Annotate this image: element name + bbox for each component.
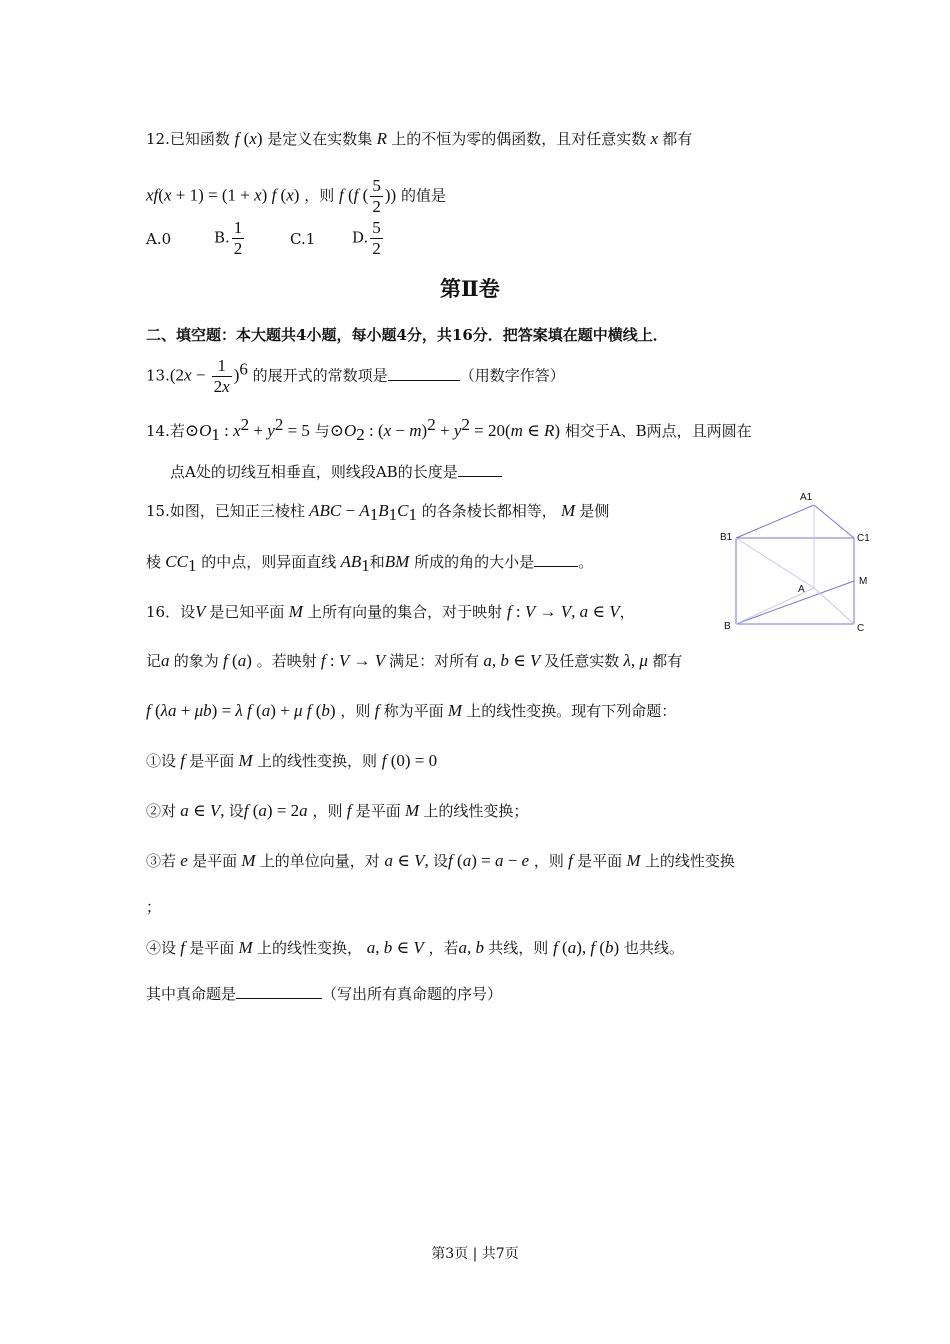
q15-answer-blank[interactable]	[534, 566, 578, 567]
q14-line1: 14.若$⊙O_1$ : $x^2 + y^2 = 5$ 与$⊙O_2$ : $(x - m)^2 + y^2 = 20(m$ ∈ R) 相交于A、B两点，且两圆在	[146, 415, 752, 444]
q13-answer-blank[interactable]	[388, 380, 460, 381]
label-b1: B1	[720, 532, 733, 543]
q16-answer-blank[interactable]	[236, 998, 322, 999]
q16-prop-3-cont: ；	[146, 898, 162, 916]
q13-line: 13.(2x − $\frac{1}{2x}$ )$^6$ 的展开式的常数项是 （用数字作答）	[146, 356, 565, 396]
q16-prop-4: ④设 f 是平面 M 上的线性变换， a, b ∈ V ，若a, b 共线，则 f (a), f (b) 也共线。	[146, 938, 685, 957]
q12-line1: 12.已知函数 f (x) 是定义在实数集 R 上的不恒为零的偶函数，且对任意实数 x 都有	[146, 129, 693, 148]
segment-ab1	[736, 538, 814, 588]
section-header: 二、填空题：本大题共4小题，每小题4分，共16分．把答案填在题中横线上．	[146, 326, 668, 344]
q16-answer-line: 其中真命题是 （写出所有真命题的序号）	[146, 985, 503, 1003]
edge-a1c1	[814, 505, 854, 538]
q12-line2: xf(x + 1) = (1 + x) f (x) ，则 f (f ( $\frac{5}{2}$ )) 的值是	[146, 176, 446, 216]
label-a: A	[798, 584, 805, 595]
q14-answer-blank[interactable]	[458, 476, 502, 477]
q12-option-a: A.0	[146, 230, 172, 248]
prism-figure	[718, 488, 878, 638]
q12-option-b: B. $\frac{1}{2}$	[214, 218, 243, 258]
q15-line1: 15.如图，已知正三棱柱 ABC − $A_1B_1C_1$ 的各条棱长都相等， M 是侧	[146, 501, 610, 524]
q12-option-d: D. $\frac{5}{2}$	[352, 218, 381, 258]
q16-prop-3: ③若 e 是平面 M 上的单位向量，对 a ∈ V, 设f (a) = a − e ，则 f 是平面 M 上的线性变换	[146, 851, 735, 870]
label-c1: C1	[857, 533, 870, 544]
q16-prop-1: ①设 f 是平面 M 上的线性变换，则 f (0) = 0	[146, 751, 438, 770]
segment-bm	[736, 581, 854, 624]
q14-line2: 点A处的切线互相垂直，则线段AB的长度是	[170, 461, 502, 483]
page-footer: 第3页 | 共7页	[431, 1246, 519, 1262]
section-title: 第Ⅱ卷	[440, 276, 500, 301]
edge-b1a1	[736, 505, 814, 538]
q16-prop-2: ②对 a ∈ V, 设f (a) = 2a ，则 f 是平面 M 上的线性变换；	[146, 801, 529, 820]
q15-line2: 棱 $CC_1$ 的中点，则异面直线 $AB_1$和BM 所成的角的大小是 。	[146, 552, 594, 575]
label-a1: A1	[800, 492, 813, 503]
label-m: M	[859, 576, 868, 587]
label-c: C	[857, 623, 865, 634]
q16-line1: 16．设V 是已知平面 M 上所有向量的集合，对于映射 f : V → V, a ∈ V，	[146, 602, 635, 621]
q12-option-c: C.1	[290, 230, 316, 248]
hidden-edge-ac	[814, 588, 854, 624]
q16-line3: f (λa + μb) = λ f (a) + μ f (b) ，则 f 称为平面 M 上的线性变换。现有下列命题：	[146, 701, 677, 720]
q16-line2: 记a 的象为 f (a) 。若映射 f : V → V 满足：对所有 a, b ∈ V 及任意实数 λ, μ 都有	[146, 651, 683, 670]
label-b: B	[724, 621, 731, 632]
